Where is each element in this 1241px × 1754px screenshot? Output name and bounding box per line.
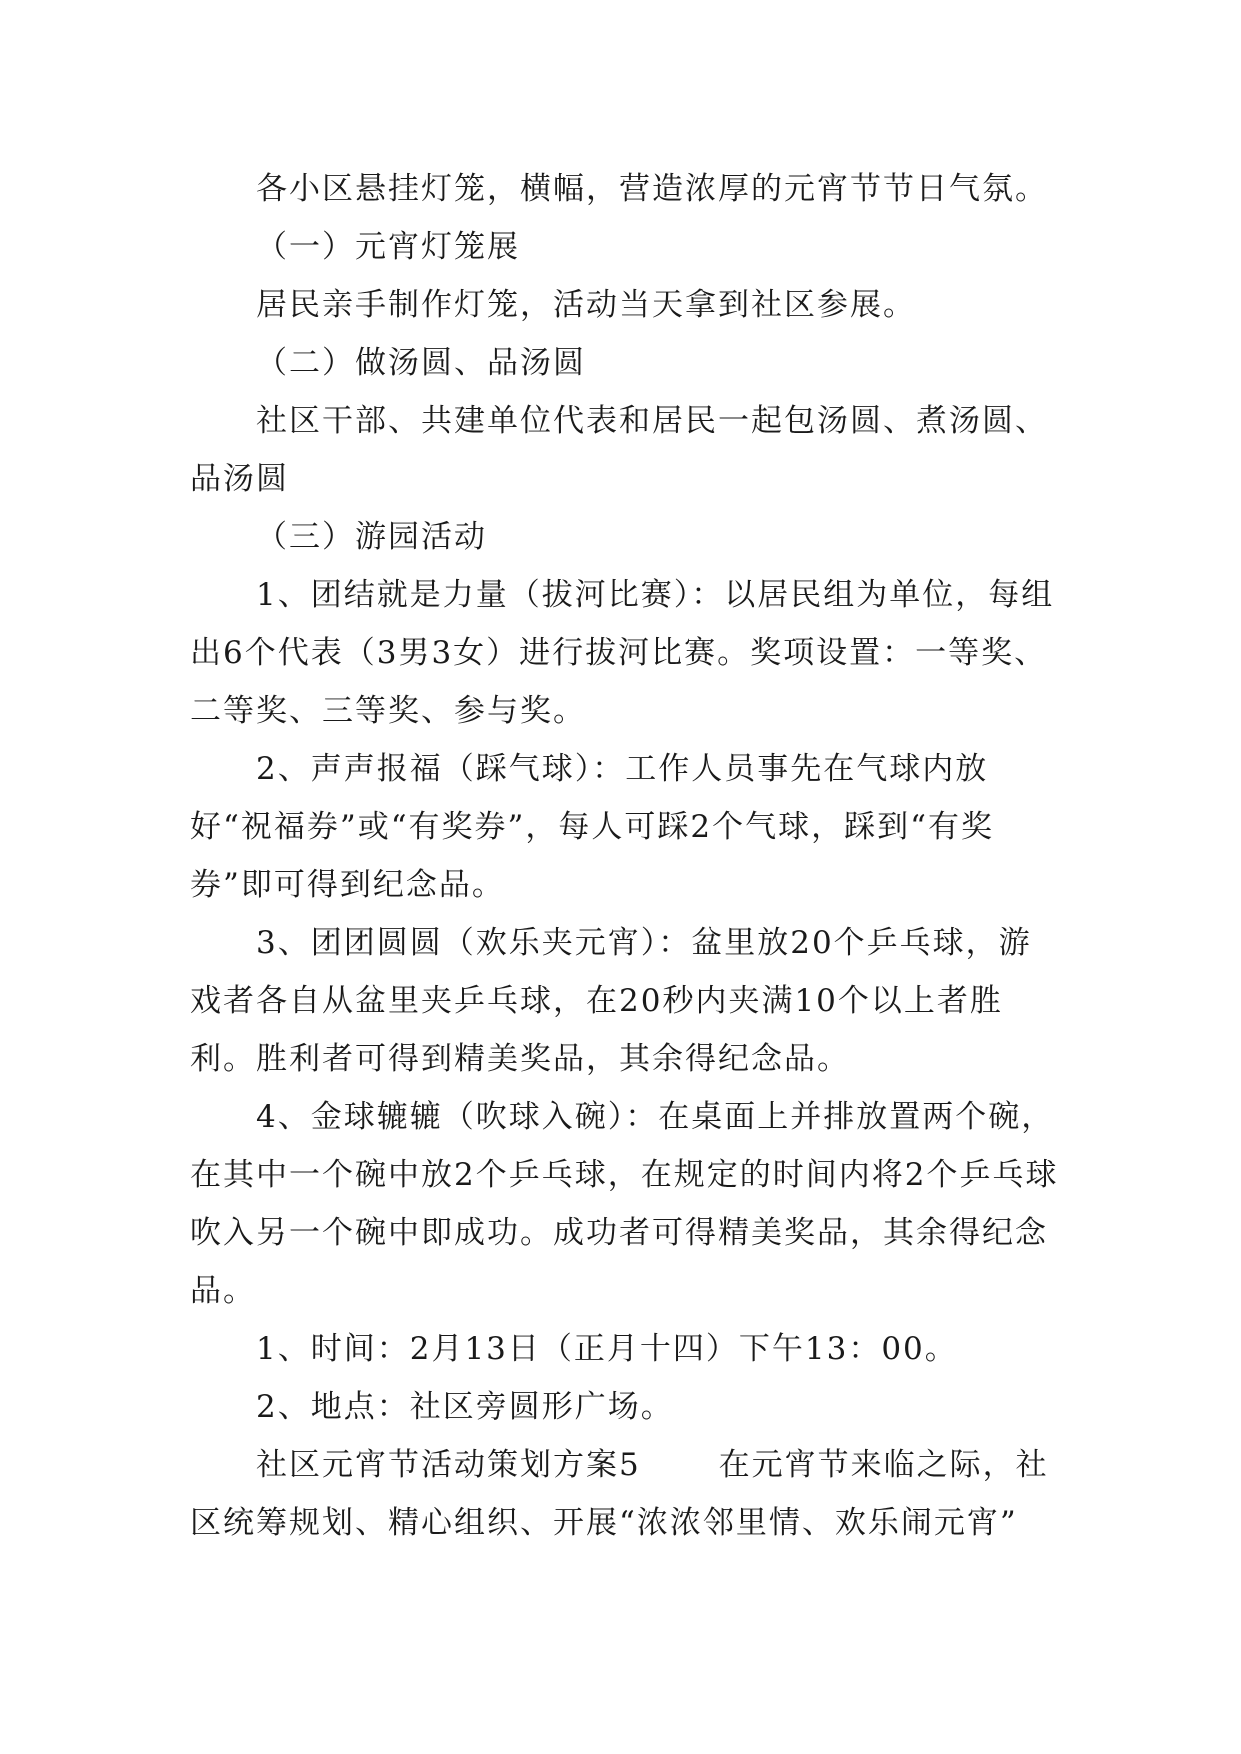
heading-tangyuan: （二）做汤圆、品汤圆 <box>256 345 586 381</box>
paragraph-time: 1、时间：2月13日（正月十四）下午13：00。 <box>256 1331 958 1367</box>
paragraph-location: 2、地点：社区旁圆形广场。 <box>256 1389 674 1425</box>
paragraph-plan-5-intro: 社区元宵节活动策划方案5 在元宵节来临之际，社区统筹规划、精心组织、开展“浓浓邻里情、欢乐闹元宵” <box>190 1447 1049 1541</box>
paragraph-lantern-exhibition: 居民亲手制作灯笼，活动当天拿到社区参展。 <box>256 287 916 323</box>
document-body <box>190 160 1060 1552</box>
heading-garden-activities: （三）游园活动 <box>256 519 487 555</box>
heading-lantern-exhibition: （一）元宵灯笼展 <box>256 229 520 265</box>
paragraph-blow-ball: 4、金球辘辘（吹球入碗）：在桌面上并排放置两个碗，在其中一个碗中放2个乒乓球，在规定的时间内将2个乒乓球吹入另一个碗中即成功。成功者可得精美奖品，其余得纪念品。 <box>190 1099 1059 1309</box>
paragraph-pingpong-pick: 3、团团圆圆（欢乐夹元宵）：盆里放20个乒乓球，游戏者各自从盆里夹乒乓球，在20秒内夹满10个以上者胜利。胜利者可得到精美奖品，其余得纪念品。 <box>190 925 1032 1077</box>
paragraph-balloon-stomp: 2、声声报福（踩气球）：工作人员事先在气球内放好“祝福券”或“有奖券”，每人可踩2个气球，踩到“有奖券”即可得到纪念品。 <box>190 751 994 903</box>
paragraph-tug-of-war: 1、团结就是力量（拔河比赛）：以居民组为单位，每组出6个代表（3男3女）进行拔河比赛。奖项设置：一等奖、二等奖、三等奖、参与奖。 <box>190 577 1055 729</box>
paragraph-tangyuan: 社区干部、共建单位代表和居民一起包汤圆、煮汤圆、品汤圆 <box>190 403 1048 497</box>
paragraph-atmosphere: 各小区悬挂灯笼，横幅，营造浓厚的元宵节节日气氛。 <box>256 171 1048 207</box>
